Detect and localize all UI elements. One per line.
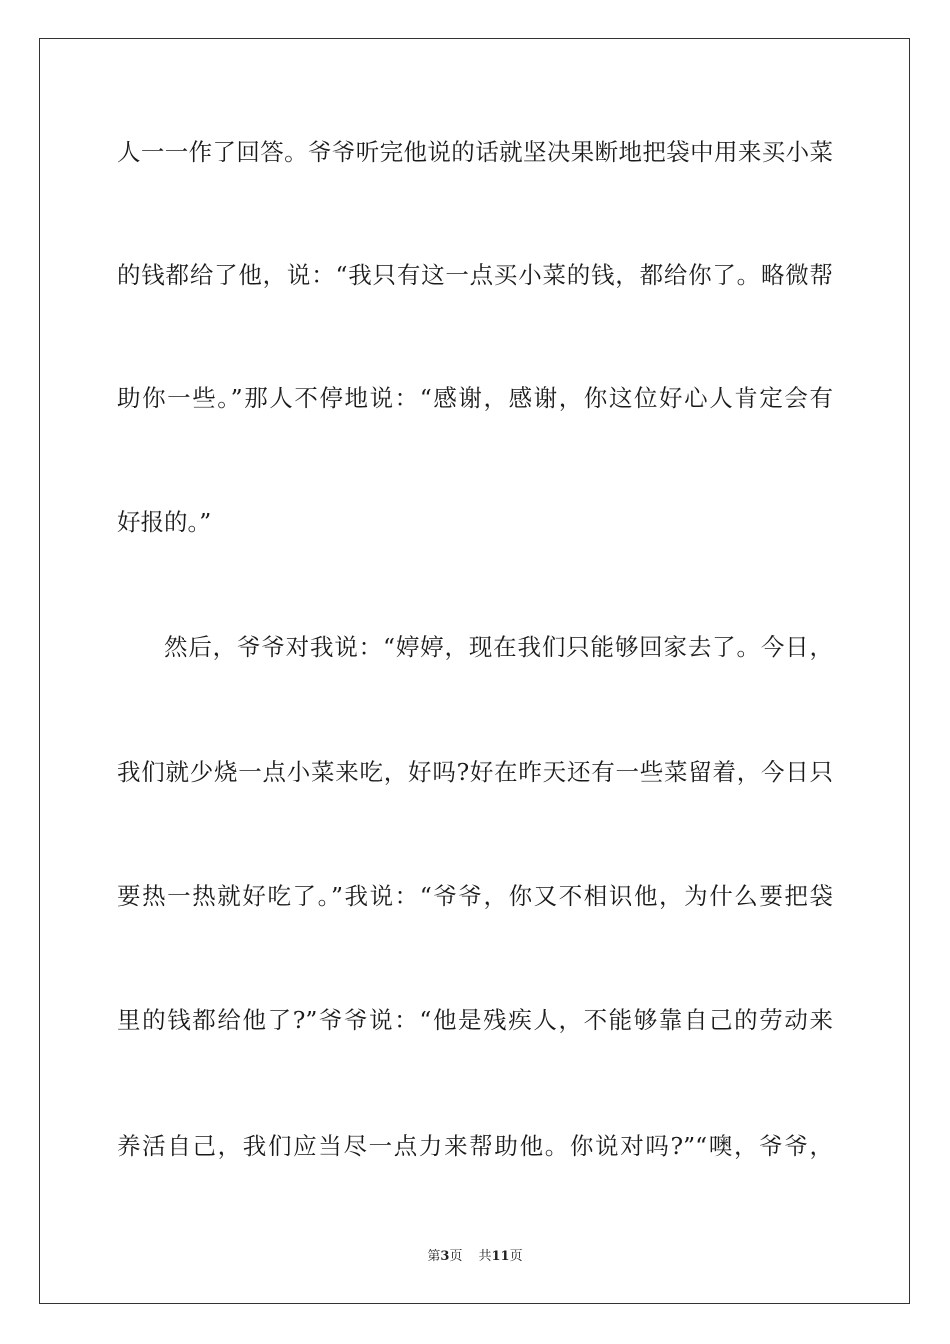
paragraph-line-6: 我们就少烧一点小菜来吃，好吗?好在昨天还有一些菜留着，今日只 — [117, 758, 833, 786]
paragraph-line-7: 要热一热就好吃了。”我说：“爷爷，你又不相识他，为什么要把袋 — [117, 882, 833, 910]
total-prefix: 共 — [478, 1249, 492, 1264]
paragraph-line-4: 好报的。” — [117, 508, 212, 536]
page-border — [39, 38, 910, 1304]
total-suffix: 页 — [509, 1249, 523, 1264]
paragraph-line-3: 助你一些。”那人不停地说：“感谢，感谢，你这位好心人肯定会有 — [117, 384, 833, 412]
page-prefix: 第 — [427, 1249, 441, 1264]
paragraph-line-5: 然后，爷爷对我说：“婷婷，现在我们只能够回家去了。今日， — [164, 633, 833, 661]
current-page-number: 3 — [440, 1249, 450, 1264]
paragraph-line-2: 的钱都给了他，说：“我只有这一点买小菜的钱，都给你了。略微帮 — [117, 261, 833, 289]
page-suffix: 页 — [449, 1249, 463, 1264]
paragraph-line-8: 里的钱都给他了?”爷爷说：“他是残疾人，不能够靠自己的劳动来 — [117, 1006, 833, 1034]
paragraph-line-1: 人一一作了回答。爷爷听完他说的话就坚决果断地把袋中用来买小菜 — [117, 138, 833, 166]
page-footer — [0, 1248, 950, 1266]
paragraph-line-9: 养活自己，我们应当尽一点力来帮助他。你说对吗?”“噢，爷爷， — [117, 1132, 833, 1160]
total-page-count: 11 — [491, 1249, 510, 1264]
